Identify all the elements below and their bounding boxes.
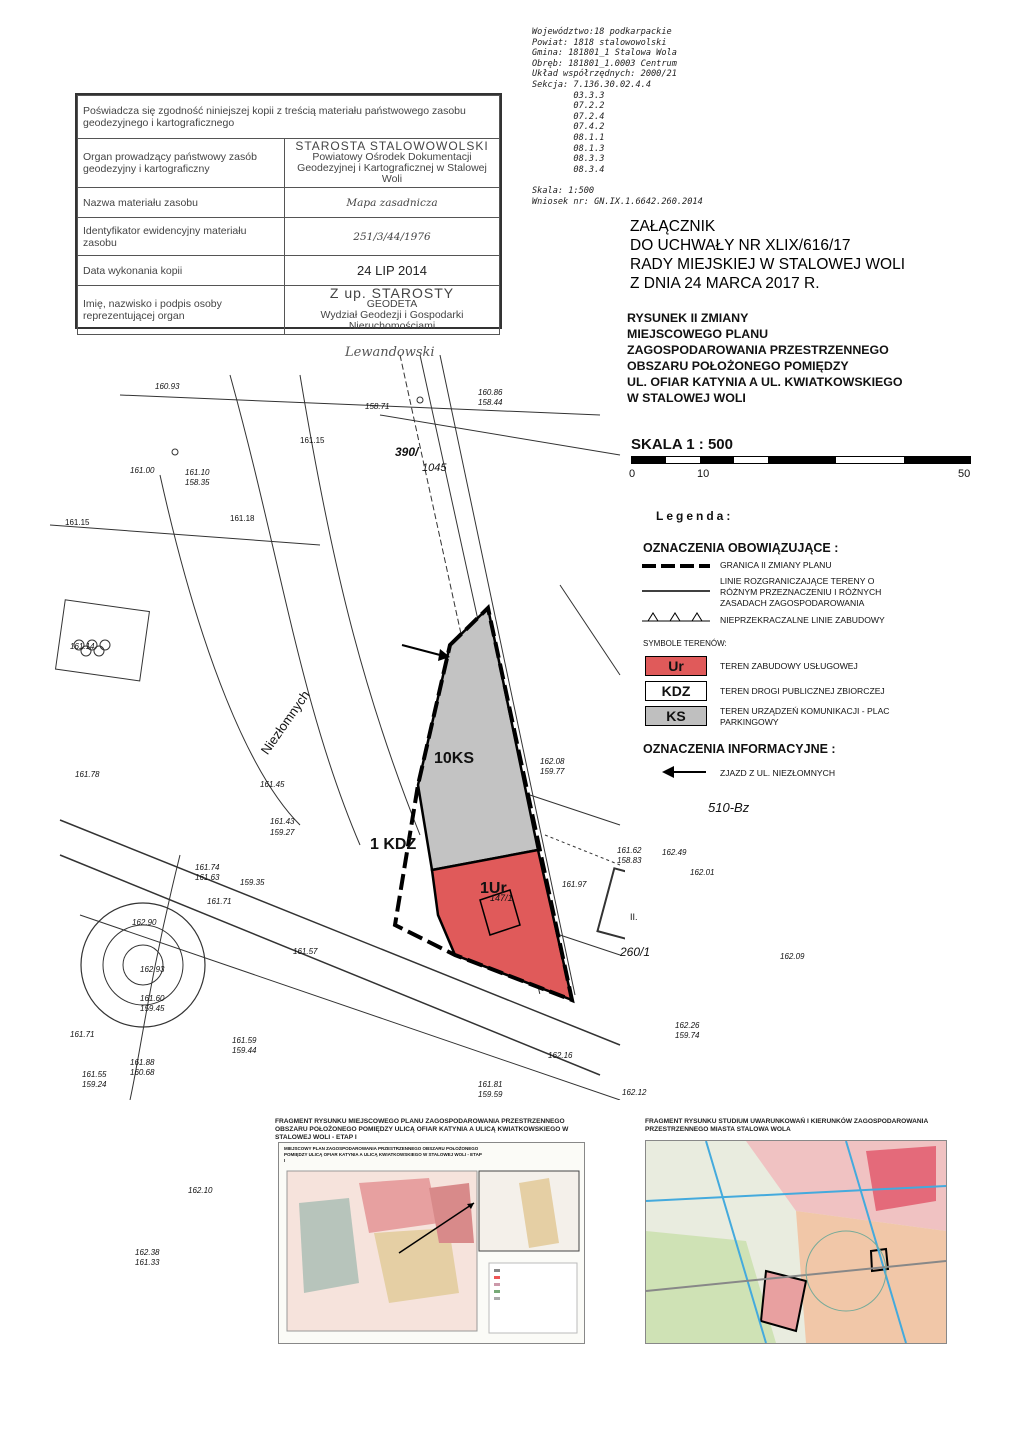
legend-info-header: OZNACZENIA INFORMACYJNE : bbox=[643, 742, 836, 756]
height-label: 161.71 bbox=[207, 897, 232, 906]
fragment-left-drawing bbox=[279, 1143, 584, 1343]
height-label: 159.45 bbox=[140, 1004, 165, 1013]
scale-bar bbox=[631, 456, 971, 464]
height-label: 161.57 bbox=[293, 947, 318, 956]
cert-organ-stamp bbox=[285, 139, 500, 188]
subtitle-line: RYSUNEK II ZMIANY bbox=[627, 311, 749, 325]
height-label: 162.90 bbox=[132, 918, 157, 927]
zone-label-ks: 10KS bbox=[434, 750, 475, 767]
fragment-left-inner-title: MIEJSCOWY PLAN ZAGOSPODAROWANIA PRZESTRZENNEGO OBSZARU POŁOŻONEGO POMIĘDZY ULICĄ OFIAR KATYNIA A ULICĄ KWIATKOWSKIEGO W STALOWEJ WOLI - ETAP I bbox=[284, 1146, 482, 1163]
cert-date: 24 LIP 2014 bbox=[285, 256, 500, 286]
height-label: 161.62 bbox=[617, 846, 642, 855]
height-label: 159.59 bbox=[478, 1090, 503, 1099]
scale-bar-segment bbox=[904, 457, 970, 463]
subtitle-line: OBSZARU POŁOŻONEGO POMIĘDZY bbox=[627, 359, 849, 373]
height-label: 160.93 bbox=[155, 382, 180, 391]
height-label: 159.74 bbox=[675, 1031, 700, 1040]
cert-label-signer: Imię, nazwisko i podpis osoby reprezentującej organ bbox=[78, 286, 285, 335]
height-label: 161.15 bbox=[300, 436, 325, 445]
subtitle-line: W STALOWEJ WOLI bbox=[627, 391, 746, 405]
scale-tick: 10 bbox=[697, 468, 710, 480]
scale-label: SKALA 1 : 500 bbox=[631, 436, 733, 453]
street-name: Niezłomnych bbox=[257, 687, 313, 758]
legend-item: NIEPRZEKRACZALNE LINIE ZABUDOWY bbox=[720, 615, 885, 625]
height-label: 159.24 bbox=[82, 1080, 107, 1089]
height-label: 162.93 bbox=[140, 965, 165, 974]
symbol-kdz-swatch: KDZ bbox=[645, 681, 707, 701]
height-label: 160.86 bbox=[478, 388, 503, 397]
scale-bar-segment bbox=[768, 457, 836, 463]
symbol-ur-text: TEREN ZABUDOWY USŁUGOWEJ bbox=[720, 661, 858, 671]
subtitle-line: UL. OFIAR KATYNIA A UL. KWIATKOWSKIEGO bbox=[627, 375, 903, 389]
signer-stamp-title: Z up. STAROSTY bbox=[329, 285, 455, 301]
scale-tick: 50 bbox=[958, 468, 971, 480]
height-label: 161.10 bbox=[185, 468, 210, 477]
stamp-title: STAROSTA STALOWOWOLSKI bbox=[295, 139, 489, 153]
legend-info-item: ZJAZD Z UL. NIEZŁOMNYCH bbox=[720, 768, 836, 778]
signer-stamp-line: Wydział Geodezji i Gospodarki Nieruchomościami bbox=[320, 309, 464, 332]
height-label: 161.43 bbox=[270, 817, 295, 826]
cert-material-id: 251/3/44/1976 bbox=[285, 218, 500, 256]
drawing-title bbox=[627, 310, 903, 406]
height-label: 162.10 bbox=[188, 1186, 213, 1195]
cert-signer-stamp bbox=[285, 286, 500, 335]
fragment-left-caption: FRAGMENT RYSUNKU MIEJSCOWEGO PLANU ZAGOSPODAROWANIA PRZESTRZENNEGO OBSZARU POŁOŻONEGO POMIĘDZY ULICĄ OFIAR KATYNIA A ULICĄ KWIATKOWSKIEGO W STALOWEJ WOLI - ETAP I bbox=[275, 1118, 569, 1141]
access-arrow-icon bbox=[660, 764, 710, 780]
signature: Lewandowski bbox=[345, 345, 435, 360]
title-line: ZAŁĄCZNIK bbox=[630, 218, 716, 235]
height-label: 162.26 bbox=[675, 1021, 700, 1030]
height-label: 162.09 bbox=[780, 952, 805, 961]
height-label: 162.08 bbox=[540, 757, 565, 766]
height-label: 161.71 bbox=[70, 1030, 95, 1039]
height-label: 161.45 bbox=[260, 780, 285, 789]
height-label: 161.14 bbox=[70, 642, 95, 651]
fragment-right-caption: FRAGMENT RYSUNKU STUDIUM UWARUNKOWAŃ I KIERUNKÓW ZAGOSPODAROWANIA PRZESTRZENNEGO MIASTA STALOWA WOLA bbox=[645, 1118, 929, 1133]
height-label: 161.63 bbox=[195, 873, 220, 882]
height-label: 162.49 bbox=[662, 848, 687, 857]
cert-statement: Poświadcza się zgodność niniejszej kopii z treścią materiału państwowego zasobu geodezyjnego i kartograficznego bbox=[78, 96, 500, 139]
cadastral-metadata: Województwo:18 podkarpackie Powiat: 1818 stalowowolski Gmina: 181801_1 Stalowa Wola Obręb: 181801_1.0003 Centrum Układ współrzędnych: 2000/21 Sekcja: 7.136.30.02.4.4 03.3.3 07.2.2 07.2.4 07.4.2 08.1.1 08.1.3 08.3.3 08.3.4 Skala: 1:500 Wniosek nr: GN.IX.1.6642.260.2014 bbox=[532, 27, 703, 207]
certification-table bbox=[75, 93, 502, 332]
scale-bar-segment bbox=[632, 457, 666, 463]
legend-symbols-header: SYMBOLE TERENÓW: bbox=[643, 639, 727, 648]
road-code: 510-Bz bbox=[708, 800, 750, 815]
fragment-right-drawing bbox=[646, 1141, 946, 1343]
zone-label-ur: 1Ur bbox=[480, 880, 507, 897]
zone-ks bbox=[418, 608, 538, 870]
cert-label-organ: Organ prowadzący państwowy zasób geodezyjny i kartograficzny bbox=[78, 139, 285, 188]
fragment-right-map bbox=[645, 1140, 947, 1344]
height-label: 161.81 bbox=[478, 1080, 503, 1089]
height-label: 158.44 bbox=[478, 398, 503, 407]
height-label: 161.33 bbox=[135, 1258, 160, 1267]
height-label: 158.35 bbox=[185, 478, 210, 487]
height-label: 161.59 bbox=[232, 1036, 257, 1045]
legend-line-symbols bbox=[640, 558, 715, 628]
symbol-ur-swatch: Ur bbox=[645, 656, 707, 676]
plan-map bbox=[0, 355, 625, 1100]
access-arrow bbox=[402, 645, 440, 655]
parcel-147: 147/1 bbox=[490, 893, 513, 903]
parcel-1045: 1045 bbox=[422, 462, 447, 474]
stamp-line: Powiatowy Ośrodek Dokumentacji Geodezyjnej i Kartograficznej w Stalowej Woli bbox=[297, 151, 487, 185]
symbol-ks-swatch: KS bbox=[645, 706, 707, 726]
height-label: 161.74 bbox=[195, 863, 220, 872]
height-label: 159.77 bbox=[540, 767, 565, 776]
cert-label-date: Data wykonania kopii bbox=[78, 256, 285, 286]
building-label: II. bbox=[630, 912, 638, 922]
parcel-260: 260/1 bbox=[620, 945, 651, 959]
symbol-ks-text: TEREN URZĄDZEŃ KOMUNIKACJI - PLAC PARKINGOWY bbox=[720, 706, 890, 727]
legend-title: Legenda: bbox=[656, 509, 734, 523]
height-label: 159.27 bbox=[270, 828, 295, 837]
height-label: 161.18 bbox=[230, 514, 255, 523]
height-label: 158.71 bbox=[365, 402, 390, 411]
height-label: 162.38 bbox=[135, 1248, 160, 1257]
fragment-left-map bbox=[278, 1142, 585, 1344]
cert-label-id: Identyfikator ewidencyjny materiału zasobu bbox=[78, 218, 285, 256]
height-label: 162.12 bbox=[622, 1088, 647, 1097]
height-label: 160.68 bbox=[130, 1068, 155, 1077]
height-label: 159.35 bbox=[240, 878, 265, 887]
height-label: 161.00 bbox=[130, 466, 155, 475]
subtitle-line: ZAGOSPODAROWANIA PRZESTRZENNEGO bbox=[627, 343, 889, 357]
legend-item: LINIE ROZGRANICZAJĄCE TERENY O RÓŻNYM PRZEZNACZENIU I RÓŻNYCH ZASADACH ZAGOSPODAROWANIA bbox=[720, 576, 882, 608]
subtitle-line: MIEJSCOWEGO PLANU bbox=[627, 327, 769, 341]
height-label: 159.44 bbox=[232, 1046, 257, 1055]
height-label: 161.78 bbox=[75, 770, 100, 779]
height-label: 161.55 bbox=[82, 1070, 107, 1079]
title-block bbox=[630, 217, 905, 293]
signer-stamp-sub: GEODETA bbox=[366, 298, 418, 310]
cert-label-name: Nazwa materiału zasobu bbox=[78, 188, 285, 218]
height-label: 161.88 bbox=[130, 1058, 155, 1067]
height-label: 162.01 bbox=[690, 868, 715, 877]
legend-binding-header: OZNACZENIA OBOWIĄZUJĄCE : bbox=[643, 541, 839, 555]
height-label: 162.16 bbox=[548, 1051, 573, 1060]
legend-item: GRANICA II ZMIANY PLANU bbox=[720, 560, 832, 570]
scale-tick: 0 bbox=[629, 468, 636, 480]
title-line: Z DNIA 24 MARCA 2017 R. bbox=[630, 275, 820, 292]
scale-bar-segment bbox=[700, 457, 734, 463]
height-label: 158.83 bbox=[617, 856, 642, 865]
height-label: 161.97 bbox=[562, 880, 587, 889]
zone-label-kdz: 1 KDZ bbox=[370, 836, 417, 853]
cert-material-name: Mapa zasadnicza bbox=[285, 188, 500, 218]
parcel-390: 390/ bbox=[395, 445, 419, 459]
symbol-kdz-text: TEREN DROGI PUBLICZNEJ ZBIORCZEJ bbox=[720, 686, 885, 696]
height-label: 161.60 bbox=[140, 994, 165, 1003]
title-line: DO UCHWAŁY NR XLIX/616/17 bbox=[630, 237, 851, 254]
title-line: RADY MIEJSKIEJ W STALOWEJ WOLI bbox=[630, 256, 906, 273]
height-label: 161.15 bbox=[65, 518, 90, 527]
